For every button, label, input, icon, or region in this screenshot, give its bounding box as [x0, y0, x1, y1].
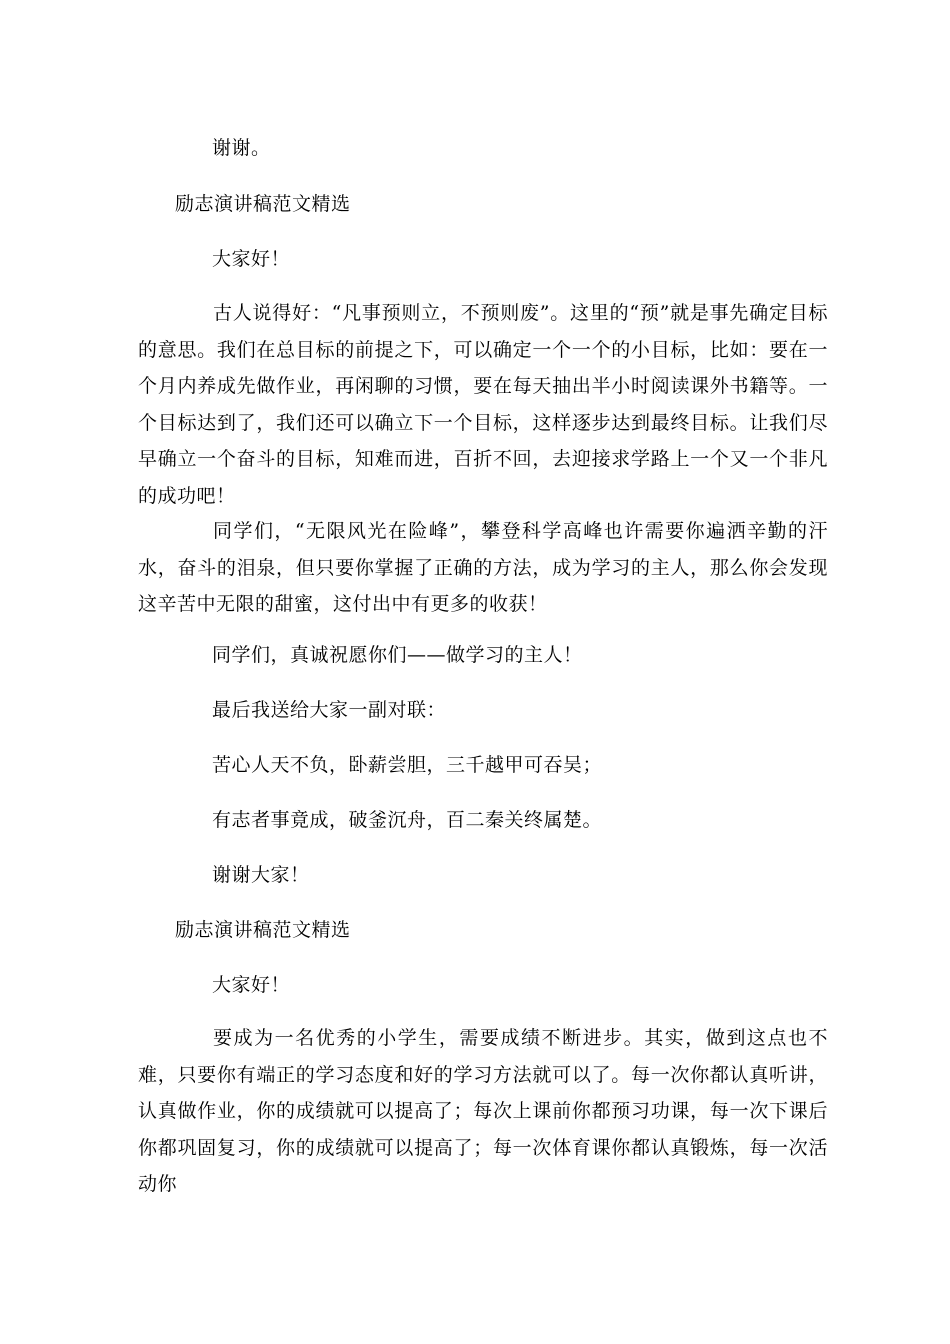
greeting-line: 大家好！ [212, 248, 291, 270]
body-paragraph: 要成为一名优秀的小学生，需要成绩不断进步。其实，做到这点也不难，只要你有端正的学习态度和好的学习方法就可以了。每一次你都认真听讲，认真做作业，你的成绩就可以提高了；每次上课前你都预习功课，每一次下课后你都巩固复习，你的成绩就可以提高了；每一次体育课你都认真锻炼，每一次活动你 [138, 1027, 828, 1195]
section-heading: 励志演讲稿范文精选 [175, 193, 351, 215]
couplet-line-1: 苦心人天不负，卧薪尝胆，三千越甲可吞吴； [212, 754, 603, 776]
couplet-line-2: 有志者事竟成，破釜沉舟，百二秦关终属楚。 [212, 809, 603, 831]
greeting-line: 大家好！ [212, 974, 291, 996]
body-paragraph: 古人说得好：“凡事预则立，不预则废”。这里的“预”就是事先确定目标的意思。我们在总目标的前提之下，可以确定一个一个的小目标，比如：要在一个月内养成先做作业，再闲聊的习惯，要在每天抽出半小时阅读课外书籍等。一个目标达到了，我们还可以确立下一个目标，这样逐步达到最终目标。让我们尽早确立一个奋斗的目标，知难而进，百折不回，去迎接求学路上一个又一个非凡的成功吧！ [138, 302, 828, 507]
couplet-intro-line: 最后我送给大家一副对联： [212, 699, 447, 721]
body-paragraph: 同学们，“无限风光在险峰”，攀登科学高峰也许需要你遍洒辛勤的汗水，奋斗的泪泉，但只要你掌握了正确的方法，成为学习的主人，那么你会发现这辛苦中无限的甜蜜，这付出中有更多的收获！ [138, 520, 828, 615]
section-heading: 励志演讲稿范文精选 [175, 919, 351, 941]
thanks-line: 谢谢。 [212, 137, 271, 159]
wish-line: 同学们，真诚祝愿你们——做学习的主人！ [212, 644, 583, 666]
thanks-line: 谢谢大家！ [212, 864, 310, 886]
